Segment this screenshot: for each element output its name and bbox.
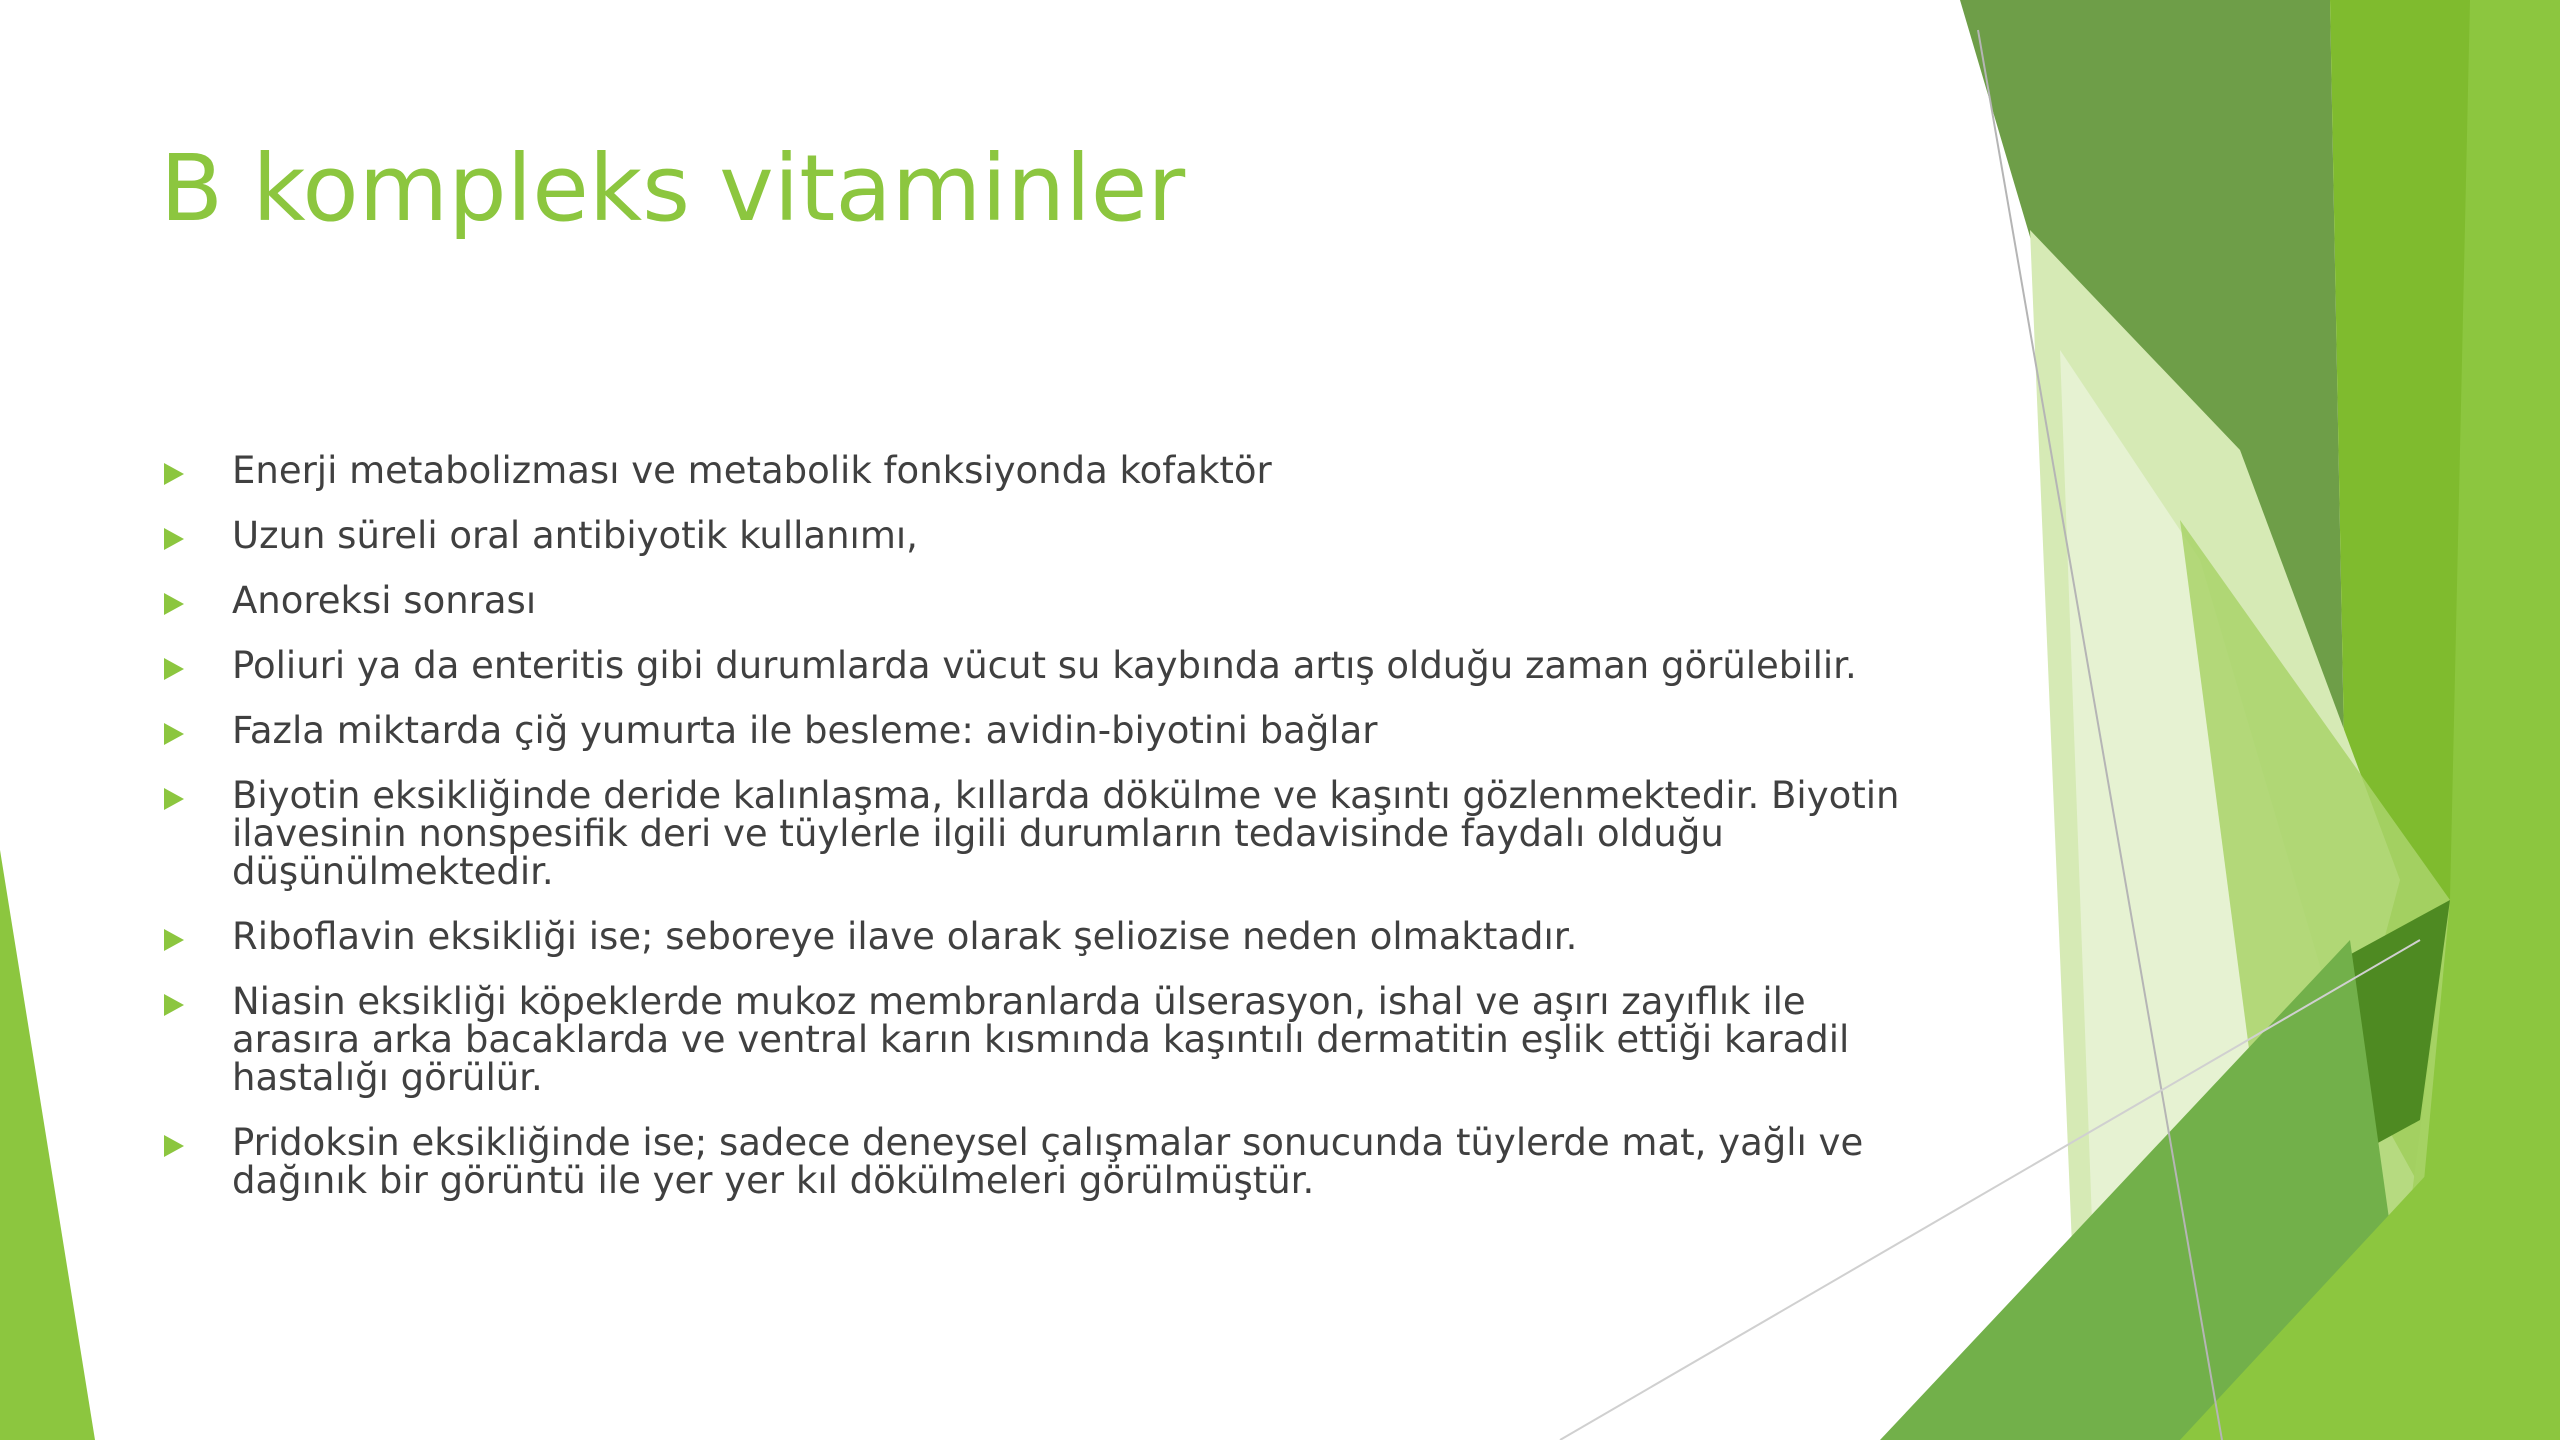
list-item — [160, 644, 1920, 687]
left-facet — [0, 850, 95, 1440]
bullet-text: Uzun süreli oral antibiyotik kullanımı, — [232, 514, 918, 557]
list-item — [160, 915, 1920, 958]
list-item — [160, 774, 1920, 893]
list-item — [160, 709, 1920, 752]
list-item — [160, 1121, 1920, 1202]
list-item — [160, 980, 1920, 1099]
triangle-right-icon — [164, 994, 184, 1016]
triangle-right-icon — [164, 463, 184, 485]
list-item — [160, 449, 1920, 492]
bullet-text: Pridoksin eksikliğinde ise; sadece deneysel çalışmalar sonucunda tüylerde mat, yağlı ve dağınık bir görüntü ile yer yer kıl dökülmeleri görülmüştür. — [232, 1121, 1864, 1202]
triangle-right-icon — [164, 1135, 184, 1157]
bullet-text: Niasin eksikliği köpeklerde mukoz membranlarda ülserasyon, ishal ve aşırı zayıflık ile arasıra arka bacaklarda ve ventral karın kısmında kaşıntılı dermatitin eşlik ettiği karadil hastalığı görülür. — [232, 980, 1850, 1099]
list-item — [160, 514, 1920, 557]
bullet-text: Anoreksi sonrası — [232, 579, 537, 622]
list-item — [160, 579, 1920, 622]
bullet-text: Poliuri ya da enteritis gibi durumlarda vücut su kaybında artış olduğu zaman görülebilir. — [232, 644, 1857, 687]
triangle-right-icon — [164, 788, 184, 810]
bullet-text: Biyotin eksikliğinde deride kalınlaşma, kıllarda dökülme ve kaşıntı gözlenmektedir. Biyotin ilavesinin nonspesifik deri ve tüylerle ilgili durumların tedavisinde faydalı olduğu düşünülmektedir. — [232, 774, 1900, 893]
triangle-right-icon — [164, 528, 184, 550]
triangle-right-icon — [164, 658, 184, 680]
bullet-text: Riboflavin eksikliği ise; seboreye ilave olarak şeliozise neden olmaktadır. — [232, 915, 1578, 958]
bullet-text: Enerji metabolizması ve metabolik fonksiyonda kofaktör — [232, 449, 1272, 492]
bullet-text: Fazla miktarda çiğ yumurta ile besleme: avidin-biyotini bağlar — [232, 709, 1378, 752]
slide-title: B kompleks vitaminler — [160, 135, 1186, 242]
bullet-list — [160, 449, 1920, 1227]
triangle-right-icon — [164, 723, 184, 745]
triangle-right-icon — [164, 593, 184, 615]
triangle-right-icon — [164, 929, 184, 951]
